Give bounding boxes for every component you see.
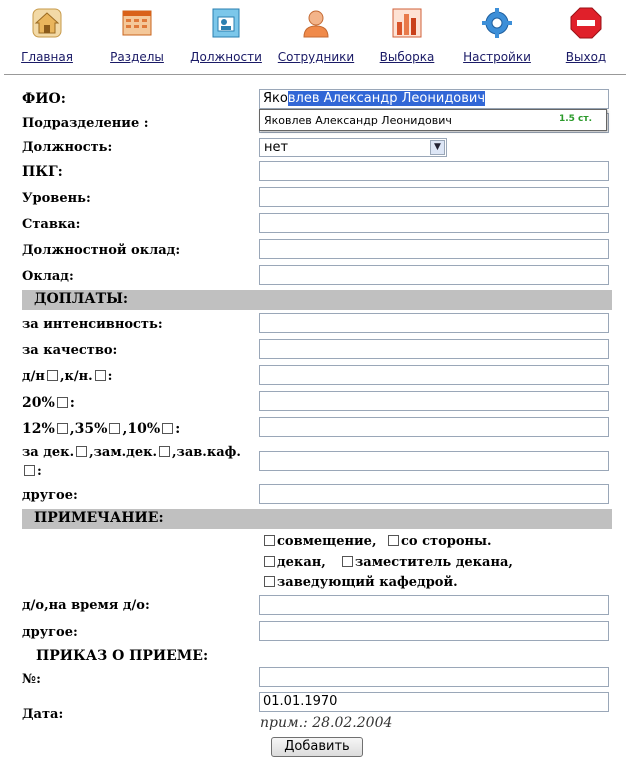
nav-selection-label: Выборка xyxy=(379,50,435,64)
extra-other-label: другое: xyxy=(22,488,78,503)
note-header-text: ПРИМЕЧАНИЕ: xyxy=(34,510,164,526)
colon: : xyxy=(69,395,75,411)
note-opt-storony xyxy=(386,534,492,549)
quality-input[interactable] xyxy=(259,339,609,359)
dek-label: за дек. xyxy=(22,445,75,460)
storony-checkbox[interactable] xyxy=(388,535,399,546)
level-label: Уровень: xyxy=(22,191,91,206)
rate-input[interactable] xyxy=(259,213,609,233)
extra-header xyxy=(22,290,612,310)
nav-settings-label: Настройки xyxy=(463,50,531,64)
pct-input[interactable] xyxy=(259,417,609,437)
nav-settings[interactable] xyxy=(457,0,537,68)
storony-label: со стороны. xyxy=(401,534,492,549)
pct10-label: ,10% xyxy=(122,421,161,437)
colon: : xyxy=(37,464,42,479)
date-hint: прим.: 28.02.2004 xyxy=(260,715,393,731)
kn-label: ,к/н. xyxy=(59,369,93,384)
stop-icon xyxy=(569,6,603,40)
fio-label: ФИО: xyxy=(22,91,66,107)
note-other-label: другое: xyxy=(22,625,78,640)
zamdek-checkbox[interactable] xyxy=(159,446,170,457)
zamdek-label: ,зам.дек. xyxy=(89,445,158,460)
sections-icon xyxy=(120,6,154,40)
order-date-value: 01.01.1970 xyxy=(263,694,338,709)
salary-label: Должностной оклад: xyxy=(22,243,181,258)
division-label: Подразделение : xyxy=(22,116,149,131)
position-select[interactable] xyxy=(259,138,447,157)
zavkaf-note-label: заведующий кафедрой. xyxy=(277,575,458,590)
nav-sections-label: Разделы xyxy=(110,50,164,64)
pct12-label: 12% xyxy=(22,421,55,437)
nav-sections[interactable] xyxy=(97,0,177,68)
note-other-input[interactable] xyxy=(259,621,609,641)
note-opt-zamdekan xyxy=(340,555,513,570)
zavkaf-note-checkbox[interactable] xyxy=(264,576,275,587)
zavkaf-checkbox[interactable] xyxy=(24,465,35,476)
gear-icon xyxy=(480,6,514,40)
dek-input[interactable] xyxy=(259,451,609,471)
home-icon xyxy=(30,6,64,40)
employee-icon xyxy=(299,6,333,40)
pct35-label: ,35% xyxy=(69,421,108,437)
intensity-label: за интенсивность: xyxy=(22,317,163,332)
pct20-row xyxy=(22,395,75,411)
quality-label: за качество: xyxy=(22,343,118,358)
dek-row xyxy=(22,445,241,460)
position-value: нет xyxy=(264,140,289,155)
oklad-input[interactable] xyxy=(259,265,609,285)
position-label: Должность: xyxy=(22,140,113,155)
salary-input[interactable] xyxy=(259,239,609,259)
pct10-checkbox[interactable] xyxy=(162,423,173,434)
rate-label: Ставка: xyxy=(22,217,81,232)
pkg-input[interactable] xyxy=(259,161,609,181)
do-label: д/о,на время д/о: xyxy=(22,598,150,613)
nav-home-label: Главная xyxy=(21,50,73,64)
fio-value-plain: Яко xyxy=(263,91,288,106)
nav-positions[interactable] xyxy=(186,0,266,68)
note-opt-sovm xyxy=(262,534,376,549)
nav-exit-label: Выход xyxy=(565,50,607,64)
colon: : xyxy=(175,421,181,437)
note-opt-zavkaf xyxy=(262,575,458,590)
nav-exit[interactable] xyxy=(546,0,626,68)
chart-icon xyxy=(390,6,424,40)
fio-input[interactable] xyxy=(259,89,609,109)
note-header xyxy=(22,509,612,529)
nav-positions-label: Должности xyxy=(190,50,262,64)
nav-employees-label: Сотрудники xyxy=(277,50,355,64)
sovm-label: совмещение, xyxy=(277,534,377,549)
nav-home[interactable] xyxy=(7,0,87,68)
order-date-input[interactable] xyxy=(259,692,609,712)
pct20-checkbox[interactable] xyxy=(57,397,68,408)
order-number-label: №: xyxy=(22,672,41,687)
fio-value-selected: влев Александр Леонидович xyxy=(287,91,486,106)
extra-header-text: ДОПЛАТЫ: xyxy=(34,291,129,307)
nav-employees[interactable] xyxy=(276,0,356,68)
oklad-label: Оклад: xyxy=(22,269,74,284)
positions-icon xyxy=(209,6,243,40)
zavkaf-label: ,зав.каф. xyxy=(172,445,241,460)
pct-row xyxy=(22,421,180,437)
zamdekan-checkbox[interactable] xyxy=(342,556,353,567)
autocomplete-hint: 1.5 ст. xyxy=(558,114,592,124)
kn-checkbox[interactable] xyxy=(95,370,106,381)
order-header: ПРИКАЗ О ПРИЕМЕ: xyxy=(36,648,209,664)
dn-checkbox[interactable] xyxy=(47,370,58,381)
dn-kn-row xyxy=(22,369,112,384)
do-input[interactable] xyxy=(259,595,609,615)
dek-row-2 xyxy=(22,464,42,479)
chevron-down-icon[interactable]: ▼ xyxy=(430,140,445,155)
pkg-label: ПКГ: xyxy=(22,164,63,180)
dn-label: д/н xyxy=(22,369,45,384)
autocomplete-name: Яковлев Александр Леонидович xyxy=(264,114,452,127)
extra-other-input[interactable] xyxy=(259,484,609,504)
dek-checkbox[interactable] xyxy=(76,446,87,457)
note-opt-dekan xyxy=(262,555,326,570)
pct12-checkbox[interactable] xyxy=(57,423,68,434)
pct35-checkbox[interactable] xyxy=(109,423,120,434)
colon: : xyxy=(107,369,113,384)
fio-autocomplete[interactable] xyxy=(259,109,607,131)
zamdekan-label: заместитель декана, xyxy=(355,555,513,570)
nav-divider xyxy=(4,74,626,75)
dekan-label: декан, xyxy=(277,555,326,570)
order-number-input[interactable] xyxy=(259,667,609,687)
pct20-input[interactable] xyxy=(259,391,609,411)
add-button[interactable]: Добавить xyxy=(271,737,363,757)
pct20-label: 20% xyxy=(22,395,55,411)
dn-kn-input[interactable] xyxy=(259,365,609,385)
nav-selection[interactable] xyxy=(367,0,447,68)
sovm-checkbox[interactable] xyxy=(264,535,275,546)
intensity-input[interactable] xyxy=(259,313,609,333)
dekan-checkbox[interactable] xyxy=(264,556,275,567)
order-date-label: Дата: xyxy=(22,707,64,722)
top-nav xyxy=(0,0,630,68)
level-input[interactable] xyxy=(259,187,609,207)
